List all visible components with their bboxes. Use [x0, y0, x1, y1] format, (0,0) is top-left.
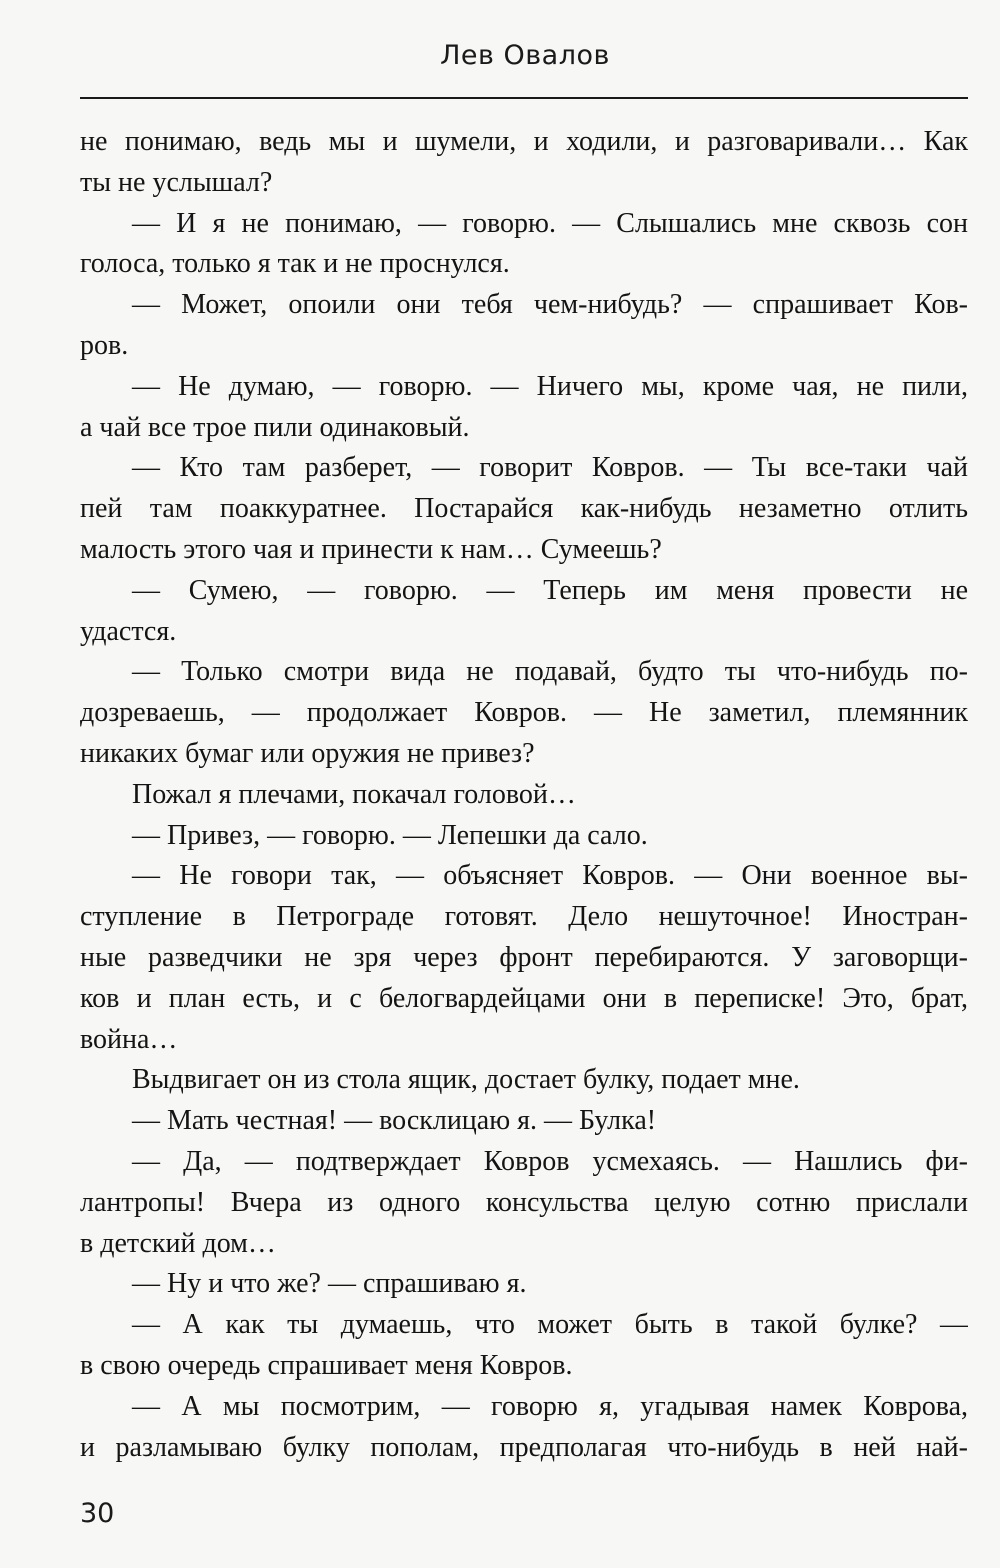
text-line: Пожал я плечами, покачал головой… [132, 778, 576, 810]
page-number: 30 [80, 1498, 115, 1529]
text-line: голоса, только я так и не проснулся. [80, 248, 510, 280]
text-line: дозреваешь, — продолжает Ковров. — Не заметил, племянник [80, 697, 968, 729]
text-line: война… [80, 1023, 178, 1055]
text-line: лантропы! Вчера из одного консульства целую сотню прислали [80, 1186, 968, 1218]
text-line: малость этого чая и принести к нам… Сумеешь? [80, 533, 662, 565]
text-line: — А как ты думаешь, что может быть в такой булке? — [132, 1309, 968, 1341]
text-line: и разламываю булку пополам, предполагая что-нибудь в ней най- [80, 1431, 968, 1463]
text-line: — Не говори так, — объясняет Ковров. — Они военное вы- [132, 860, 968, 892]
text-line: ты не услышал? [80, 166, 273, 198]
running-title: Лев Овалов [440, 40, 610, 71]
text-line: никаких бумаг или оружия не привез? [80, 737, 535, 769]
body-text [80, 122, 968, 1468]
text-line: ные разведчики не зря через фронт перебираются. У заговорщи- [80, 941, 968, 973]
text-line: — Может, опоили они тебя чем-нибудь? — спрашивает Ков- [132, 289, 968, 321]
text-line: ков и план есть, и с белогвардейцами они в переписке! Это, брат, [80, 982, 968, 1014]
text-line: — Сумею, — говорю. — Теперь им меня провести не [132, 574, 968, 606]
text-line: — Ну и что же? — спрашиваю я. [132, 1268, 527, 1300]
text-line: — Только смотри вида не подавай, будто ты что-нибудь по- [132, 656, 968, 688]
text-line: — И я не понимаю, — говорю. — Слышались мне сквозь сон [132, 207, 968, 239]
text-line: а чай все трое пили одинаковый. [80, 411, 470, 443]
text-line: — Привез, — говорю. — Лепешки да сало. [132, 819, 648, 851]
text-line: ров. [80, 329, 129, 361]
text-line: — Мать честная! — восклицаю я. — Булка! [132, 1105, 657, 1137]
text-line: — Кто там разберет, — говорит Ковров. — Ты все-таки чай [132, 452, 968, 484]
text-line: удастся. [80, 615, 177, 647]
text-line: — Не думаю, — говорю. — Ничего мы, кроме чая, не пили, [132, 370, 968, 402]
text-line: не понимаю, ведь мы и шумели, и ходили, и разговаривали… Как [80, 126, 968, 157]
text-line: в детский дом… [80, 1227, 276, 1259]
text-line: — Да, — подтверждает Ковров усмехаясь. — Нашлись фи- [132, 1145, 968, 1177]
text-line: пей там поаккуратнее. Постарайся как-нибудь незаметно отлить [80, 493, 968, 525]
header-rule [80, 97, 968, 99]
text-line: ступление в Петрограде готовят. Дело нешуточное! Иностран- [80, 901, 968, 933]
text-line: Выдвигает он из стола ящик, достает булку, подает мне. [132, 1064, 800, 1096]
text-line: в свою очередь спрашивает меня Ковров. [80, 1349, 573, 1381]
text-line: — А мы посмотрим, — говорю я, угадывая намек Коврова, [132, 1390, 968, 1422]
